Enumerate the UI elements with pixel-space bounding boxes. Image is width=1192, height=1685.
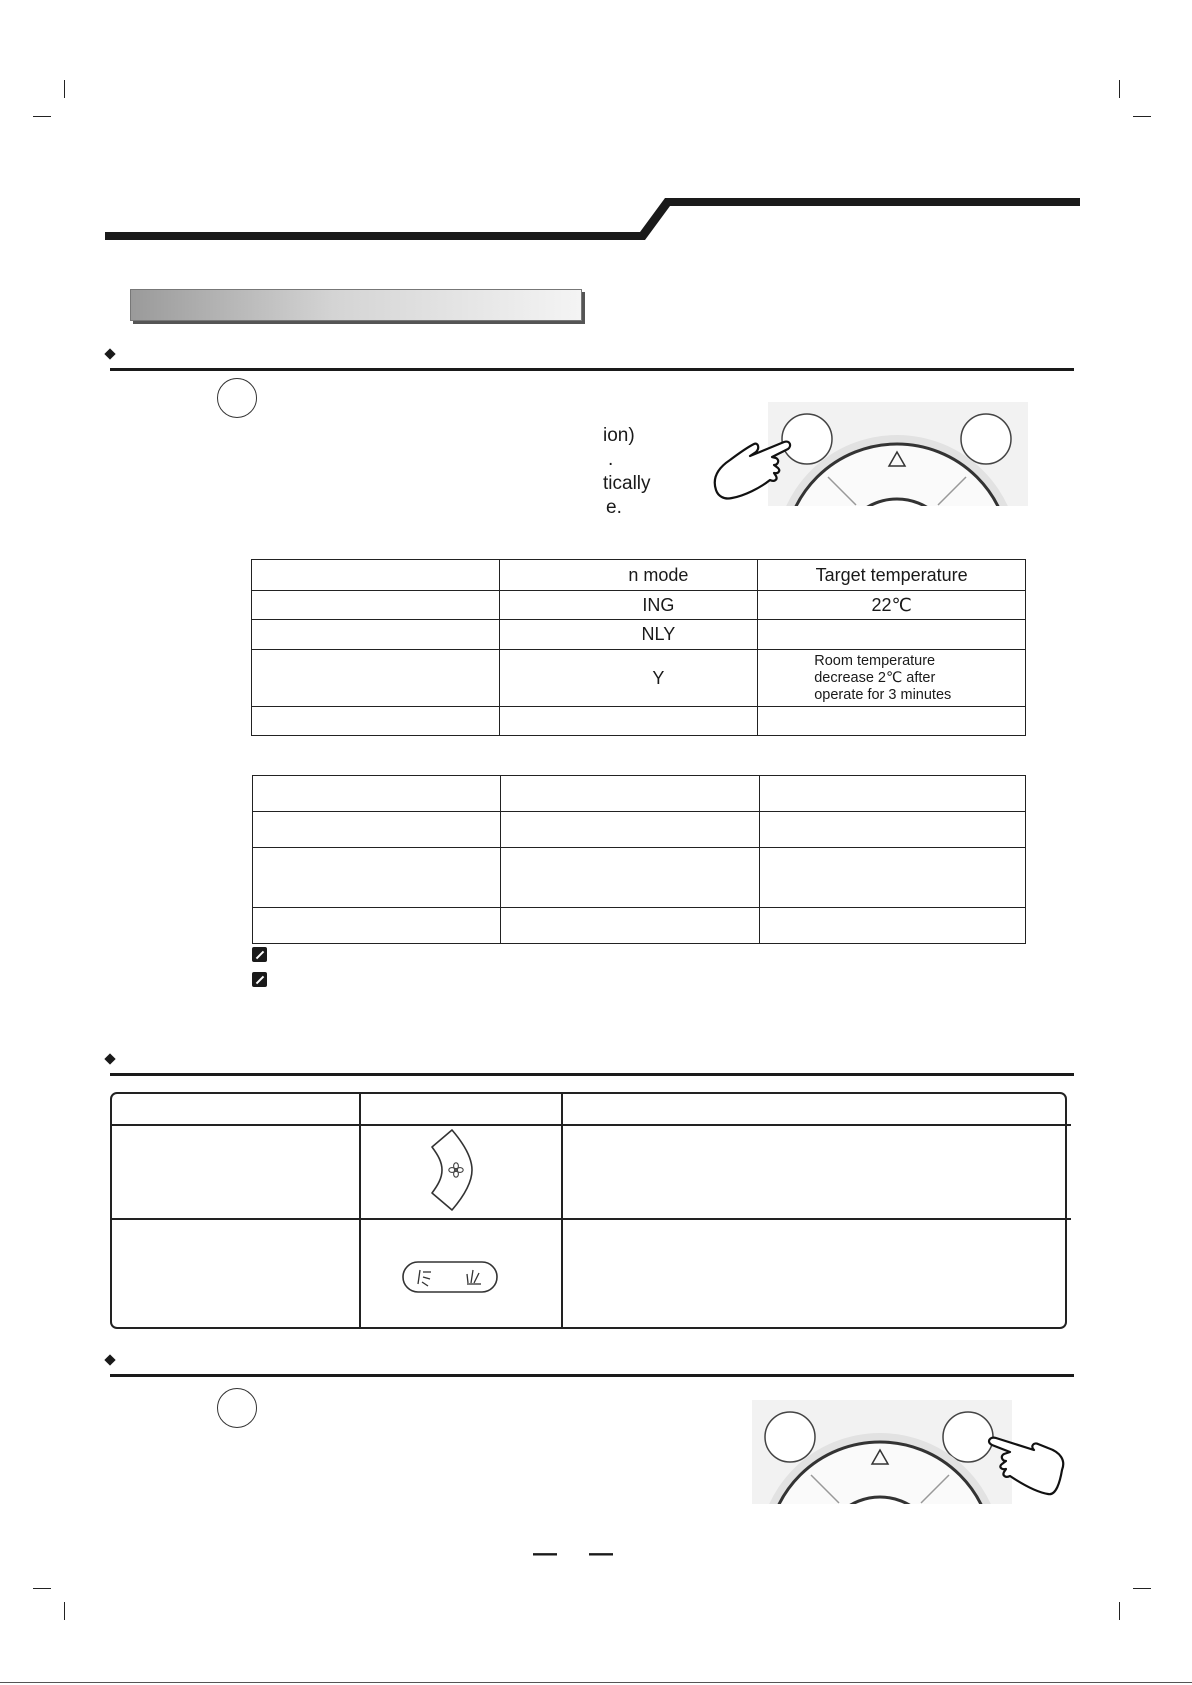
table-line: [112, 1218, 1071, 1220]
step-number-circle: [217, 1388, 257, 1428]
table-header-label: Target temperature: [815, 564, 968, 585]
table-line: [359, 1094, 361, 1327]
table-cell: [252, 650, 500, 707]
table-header-cell: [499, 560, 758, 591]
table-line: [561, 1094, 563, 1327]
button-table-frame: [110, 1092, 1067, 1329]
table-row: [253, 776, 1026, 812]
table-line: [112, 1124, 1071, 1126]
table-cell: [253, 776, 501, 812]
mode-table: [251, 559, 1026, 736]
table-cell: [252, 620, 500, 650]
table-cell: [252, 591, 500, 620]
section-bullet-icon: [104, 348, 115, 359]
table-header-label: n mode: [628, 564, 689, 585]
crop-mark: [1119, 80, 1120, 98]
table-cell: [500, 812, 760, 848]
table-row: [253, 812, 1026, 848]
step-number-circle: [217, 378, 257, 418]
remote-button-left: [765, 1412, 815, 1462]
table-cell: [760, 812, 1026, 848]
cell-text: 22℃: [871, 594, 912, 615]
section-title-bar: [130, 289, 582, 321]
remote-button-right: [961, 414, 1011, 464]
crop-mark: [64, 1602, 65, 1620]
table-header-row: [252, 560, 1026, 591]
section-divider: [110, 1374, 1074, 1377]
table-cell: [253, 812, 501, 848]
page-number-mark: —: [589, 1540, 613, 1567]
header-stepped-bar: [0, 190, 1192, 246]
table-row: [252, 591, 1026, 620]
instruction-text-line: ion): [603, 425, 635, 446]
swing-button-outline: [403, 1262, 497, 1292]
table-header-cell: [758, 560, 1026, 591]
section-divider: [110, 368, 1074, 371]
table-cell: [499, 620, 758, 650]
table-cell: [758, 650, 1026, 707]
table-row: [253, 848, 1026, 908]
table-cell: [500, 848, 760, 908]
hand-pointer-icon: [972, 1430, 1068, 1500]
table-cell: [500, 776, 760, 812]
instruction-text-line: .: [608, 449, 614, 470]
table-cell: [499, 650, 758, 707]
table-cell: [499, 707, 758, 736]
fan-speed-button-icon: [426, 1126, 476, 1214]
table-cell: [758, 620, 1026, 650]
crop-mark: [1119, 1602, 1120, 1620]
crop-mark: [1133, 1588, 1151, 1589]
cell-text: Room temperature decrease 2℃ after operate for 3 minutes: [814, 652, 952, 703]
remote-control-drawing: [768, 402, 1028, 506]
second-table: [252, 775, 1026, 944]
crop-mark: [33, 1588, 51, 1589]
cell-text: ING: [642, 594, 675, 615]
cell-text: NLY: [641, 624, 676, 644]
section-bullet-icon: [104, 1053, 115, 1064]
crop-mark: [1133, 116, 1151, 117]
instruction-text-line: e.: [606, 497, 622, 518]
table-cell: [500, 908, 760, 944]
table-row: [252, 707, 1026, 736]
table-cell: [253, 908, 501, 944]
table-row: [252, 650, 1026, 707]
table-row: [253, 908, 1026, 944]
crop-mark: [33, 116, 51, 117]
remote-control-illustration: [768, 402, 1028, 506]
table-cell: [760, 848, 1026, 908]
note-icon: [252, 947, 267, 962]
swing-button-icon: [401, 1259, 501, 1295]
table-cell: [760, 908, 1026, 944]
instruction-text-line: tically: [603, 473, 651, 494]
section-bullet-icon: [104, 1354, 115, 1365]
table-cell: [760, 776, 1026, 812]
note-icon: [252, 972, 267, 987]
table-cell: [252, 560, 500, 591]
crop-mark: [64, 80, 65, 98]
table-cell: [253, 848, 501, 908]
table-cell: [252, 707, 500, 736]
section-divider: [110, 1073, 1074, 1076]
table-cell: [758, 707, 1026, 736]
table-cell: [499, 591, 758, 620]
table-row: [252, 620, 1026, 650]
bottom-rule: [0, 1682, 1192, 1683]
hand-pointer-icon: [710, 430, 800, 505]
cell-text: Y: [652, 667, 665, 688]
page-number-mark: —: [533, 1540, 557, 1567]
table-cell: [758, 591, 1026, 620]
